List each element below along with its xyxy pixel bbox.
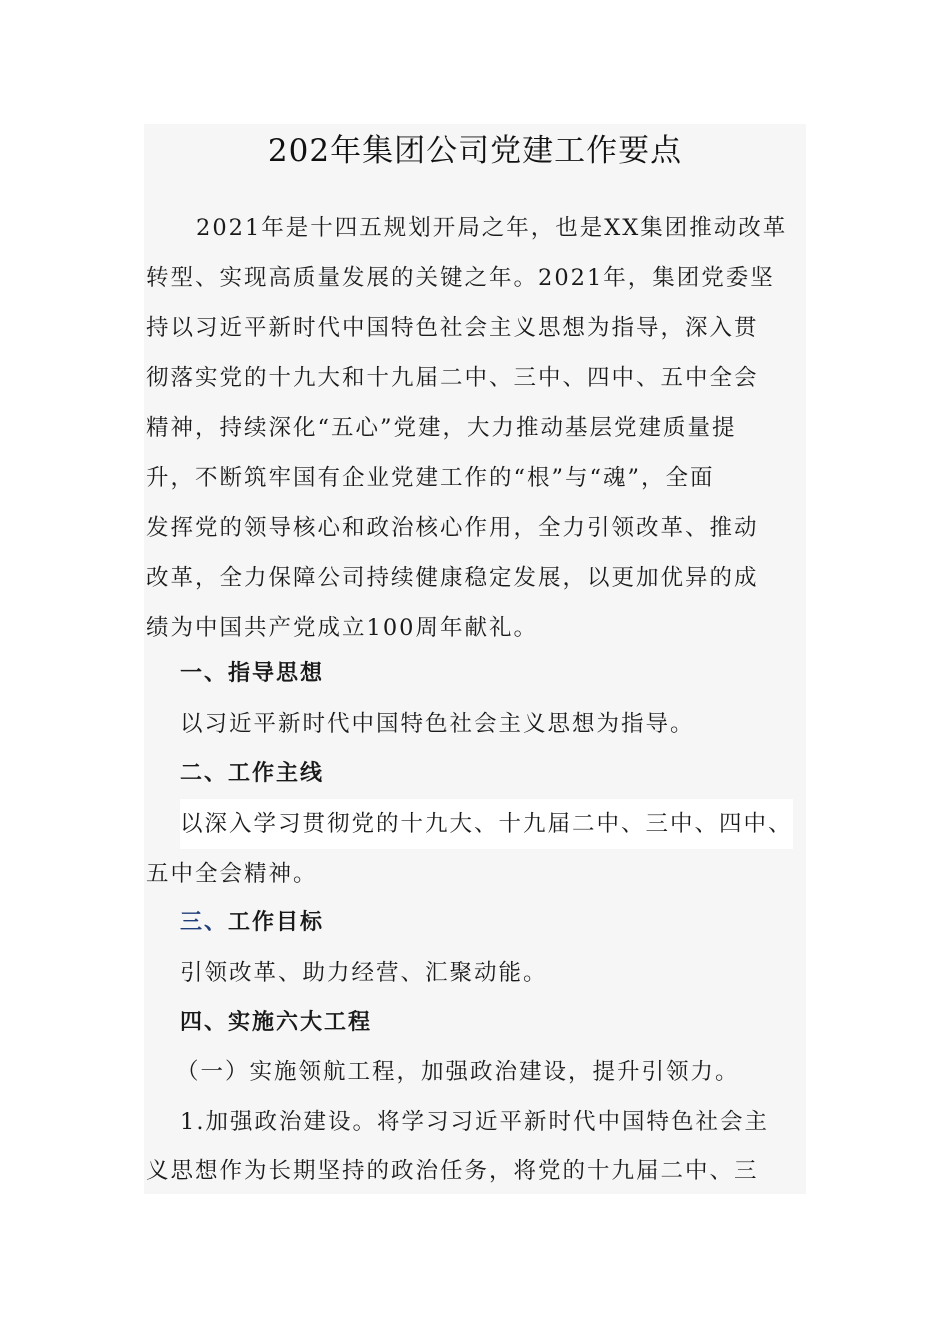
section-body-guiding-ideology: 以习近平新时代中国特色社会主义思想为指导。 (180, 711, 695, 737)
item-political-construction-line1: 1.加强政治建设。将学习习近平新时代中国特色社会主 (180, 1109, 769, 1135)
intro-line: 发挥党的领导核心和政治核心作用，全力引领改革、推动 (146, 515, 759, 541)
intro-line: 2021年是十四五规划开局之年，也是XX集团推动改革 (196, 215, 788, 241)
section-heading-work-mainline: 二、工作主线 (180, 761, 325, 786)
section-heading-six-projects: 四、实施六大工程 (180, 1010, 373, 1035)
intro-line: 持以习近平新时代中国特色社会主义思想为指导，深入贯 (146, 315, 759, 341)
intro-line: 升，不断筑牢国有企业党建工作的“根”与“魂”，全面 (146, 465, 715, 491)
section-body-work-goals: 引领改革、助力经营、汇聚动能。 (180, 960, 548, 986)
item-political-construction-line2: 义思想作为长期坚持的政治任务，将党的十九届二中、三 (146, 1158, 759, 1184)
section-heading-text: 工作目标 (228, 910, 325, 935)
intro-line: 精神，持续深化“五心”党建，大力推动基层党建质量提 (146, 415, 737, 441)
section-body-work-mainline-line1: 以深入学习贯彻党的十九大、十九届二中、三中、四中、 (180, 799, 793, 849)
section-heading-work-goals (180, 898, 324, 948)
intro-line: 改革，全力保障公司持续健康稳定发展，以更加优异的成 (146, 565, 759, 591)
section-body-work-mainline-line2: 五中全会精神。 (146, 861, 318, 887)
intro-line: 转型、实现高质量发展的关键之年。2021年，集团党委坚 (146, 265, 775, 291)
section-heading-number: 三、 (180, 910, 229, 935)
section-heading-guiding-ideology: 一、指导思想 (180, 661, 325, 686)
intro-line: 彻落实党的十九大和十九届二中、三中、四中、五中全会 (146, 365, 759, 391)
subsection-heading-pilot-project: （一）实施领航工程，加强政治建设，提升引领力。 (176, 1059, 740, 1085)
intro-paragraph (146, 203, 806, 653)
document-title: 202年集团公司党建工作要点 (267, 133, 683, 169)
intro-line: 绩为中国共产党成立100周年献礼。 (146, 615, 538, 641)
